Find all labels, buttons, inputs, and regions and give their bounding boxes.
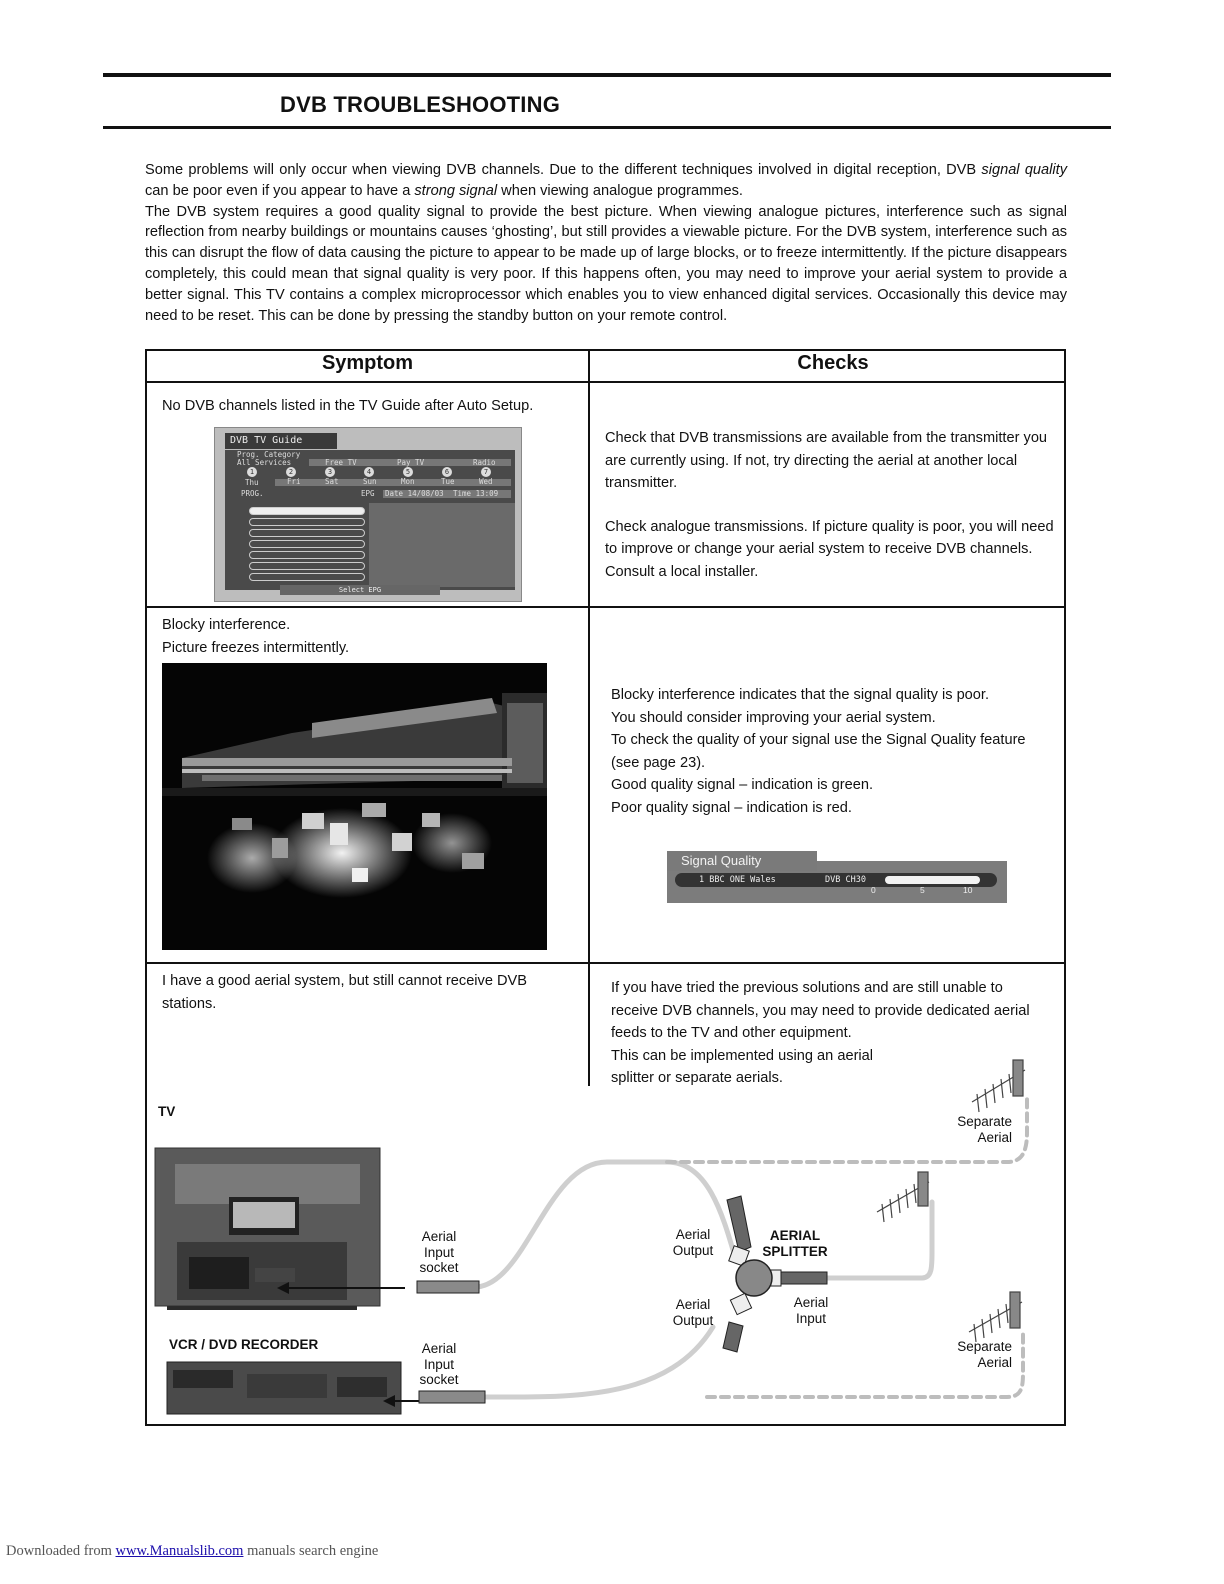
row2-symptom-line-1: Blocky interference.: [162, 617, 291, 633]
row2-checks-line-1: Blocky interference indicates that the signal quality is poor.: [611, 687, 990, 703]
intro-text: [145, 160, 1067, 326]
tv-guide-date: Date 14/08/03: [385, 489, 444, 498]
splitter-drawing: [723, 1196, 827, 1352]
vcr-label: VCR / DVD RECORDER: [169, 1337, 319, 1352]
tv-guide-day: Tue: [441, 477, 455, 486]
tv-guide-list-item: [249, 518, 365, 526]
tv-guide-info-pane: [369, 503, 515, 587]
aerial-bottom-icon: [969, 1292, 1022, 1342]
row3-checks-line-2: This can be implemented using an aerial splitter or separate aerials.: [611, 1047, 874, 1086]
vcr-drawing: [167, 1362, 401, 1414]
tv-guide-day-number: 6: [442, 467, 452, 477]
tv-guide-category-label: Prog. Category: [237, 450, 301, 459]
signal-quality-row: [675, 873, 997, 887]
row2-checks-line-3: To check the quality of your signal use the Signal Quality feature (see page 23).: [611, 732, 1026, 771]
row2-checks-line-5: Poor quality signal – indication is red.: [611, 799, 852, 816]
signal-quality-dvb-channel: DVB CH30: [825, 875, 866, 885]
tv-guide-list-item: [249, 551, 365, 559]
splitter-output-bottom-label: Aerial Output: [672, 1297, 714, 1328]
splitter-title: AERIAL SPLITTER: [762, 1228, 828, 1259]
tv-guide-day-number: 4: [364, 467, 374, 477]
column-divider: [588, 349, 590, 1086]
signal-quality-channel: 1 BBC ONE Wales: [699, 875, 776, 885]
factory-night-image: [162, 663, 547, 950]
tv-guide-day-number: 5: [403, 467, 413, 477]
cable-tv: [477, 1162, 735, 1287]
row2-checks-line-4: Good quality signal – indication is green.: [611, 777, 874, 793]
splitter-input-label: Aerial Input: [793, 1295, 829, 1326]
tv-guide-category-1: Free TV: [325, 458, 357, 467]
row2-symptom-line-2: Picture freezes intermittently.: [162, 639, 350, 656]
tv-guide-category-2: Pay TV: [397, 458, 425, 467]
tv-guide-day: Thu: [245, 478, 259, 487]
page-title: DVB TROUBLESHOOTING: [280, 92, 561, 117]
aerial-top-icon: [972, 1060, 1025, 1112]
footer-prefix: Downloaded from: [6, 1543, 116, 1559]
row-divider-1: [145, 606, 1066, 608]
tv-guide-category-0: All Services: [237, 458, 292, 467]
tv-guide-day: Fri: [287, 477, 301, 486]
tv-guide-day-number: 3: [325, 467, 335, 477]
intro-p1-a: Some problems will only occur when viewing DVB channels. Due to the different techniques involved in digital reception, DVB: [145, 162, 982, 178]
signal-quality-title: Signal Quality: [667, 851, 817, 871]
row2-checks: [611, 684, 1051, 819]
tv-rear-drawing: [155, 1148, 380, 1310]
title-rule: [103, 126, 1111, 129]
signal-quality-tick: 10: [963, 885, 973, 895]
header-divider: [145, 381, 1066, 383]
top-rule: [103, 73, 1111, 77]
row1-checks-p1: Check that DVB transmissions are available from the transmitter you are currently using. If not, try directing the aerial at another local transmitter.: [605, 430, 1048, 491]
tv-plug: [417, 1281, 479, 1293]
row3-checks-line-1: If you have tried the previous solutions and are still unable to receive DVB channels, you may need to provide dedicated aerial feeds to the TV and other equipment.: [611, 980, 1030, 1041]
row-divider-2: [145, 962, 1066, 964]
symptom-header: Symptom: [321, 352, 414, 374]
cable-aerial-input: [827, 1202, 932, 1278]
intro-p1-b: can be poor even if you appear to have a: [145, 182, 415, 199]
download-footer: [6, 1543, 378, 1560]
signal-quality-tick: 0: [871, 885, 876, 895]
tv-guide-day: Wed: [479, 477, 493, 486]
tv-guide-list-item: [249, 562, 365, 570]
tv-guide-footer: Select EPG: [280, 585, 440, 595]
tv-guide-list-item: [249, 507, 365, 515]
signal-quality-tick: 5: [920, 885, 925, 895]
tv-guide-list-item: [249, 540, 365, 548]
row1-checks: [605, 427, 1055, 583]
tv-guide-day: Sat: [325, 477, 339, 486]
aerial-middle-icon: [877, 1172, 929, 1222]
tv-guide-day-number: 7: [481, 467, 491, 477]
tv-guide-prog-label: PROG.: [241, 489, 264, 498]
blocky-interference-photo: [162, 663, 547, 950]
tv-guide-title: DVB TV Guide: [225, 433, 337, 449]
intro-p1-italic-1: signal quality: [981, 162, 1068, 178]
tv-guide-days-bar: [275, 479, 511, 486]
tv-guide-list-item: [249, 573, 365, 581]
intro-paragraph-2: The DVB system requires a good quality signal to provide the best picture. When viewing analogue pictures, interference such as signal reflection from nearby buildings or mountains causes ‘ghosting’, but still provides a viewable picture. For the DVB system, interference such as this can disrupt the flow of data causing the picture to appear to be made up of large blocks, or to freeze intermittently. If the picture disappears completely, this could mean that signal quality is very poor. If this happens often, you may need to improve your aerial system to provide a better signal. This TV contains a complex microprocessor which enables you to view enhanced digital services. Occasionally this device may need to be reset. This can be done by pressing the standby button on your remote control.: [145, 203, 1067, 324]
tv-guide-category-3: Radio: [473, 458, 496, 467]
row2-symptom: [162, 614, 577, 659]
aerial-connection-diagram: [147, 1052, 1064, 1424]
tv-label: TV: [158, 1104, 176, 1119]
intro-p1-italic-2: strong signal: [414, 182, 498, 199]
tv-guide-screenshot: [214, 427, 522, 602]
signal-quality-meter: [885, 876, 980, 884]
checks-header: Checks: [797, 352, 869, 374]
manualslib-link[interactable]: www.Manualslib.com: [115, 1543, 244, 1559]
row1-symptom: No DVB channels listed in the TV Guide after Auto Setup.: [162, 398, 534, 414]
tv-guide-day-number: 1: [247, 467, 257, 477]
separate-aerial-bottom-label: Separate Aerial: [957, 1339, 1012, 1370]
tv-guide-epg-label: EPG: [361, 489, 375, 498]
intro-p1-c: when viewing analogue programmes.: [497, 182, 743, 199]
diagram-drawing: [147, 1052, 1064, 1424]
footer-suffix: manuals search engine: [243, 1543, 379, 1559]
tv-guide-list-item: [249, 529, 365, 537]
vcr-socket-label: Aerial Input socket: [419, 1341, 459, 1387]
tv-guide-time: Time 13:09: [453, 489, 499, 498]
tv-guide-day-number: 2: [286, 467, 296, 477]
tv-socket-label: Aerial Input socket: [419, 1229, 459, 1275]
row1-checks-p2: Check analogue transmissions. If picture quality is poor, you will need to improve or change your aerial system to receive DVB channels. Consult a local installer.: [605, 518, 1054, 580]
intro-paragraph-1: [145, 160, 1067, 202]
cable-vcr: [485, 1327, 713, 1397]
tv-guide-day: Mon: [401, 477, 415, 486]
signal-quality-screenshot: [667, 851, 1007, 903]
tv-guide-screen: [225, 450, 515, 590]
separate-aerial-top-label: Separate Aerial: [957, 1114, 1012, 1145]
tv-guide-day: Sun: [363, 477, 377, 486]
splitter-output-top-label: Aerial Output: [672, 1227, 714, 1258]
row2-checks-line-2: You should consider improving your aerial system.: [611, 709, 936, 726]
row3-symptom: I have a good aerial system, but still cannot receive DVB stations.: [162, 973, 528, 1012]
vcr-plug: [419, 1391, 485, 1403]
